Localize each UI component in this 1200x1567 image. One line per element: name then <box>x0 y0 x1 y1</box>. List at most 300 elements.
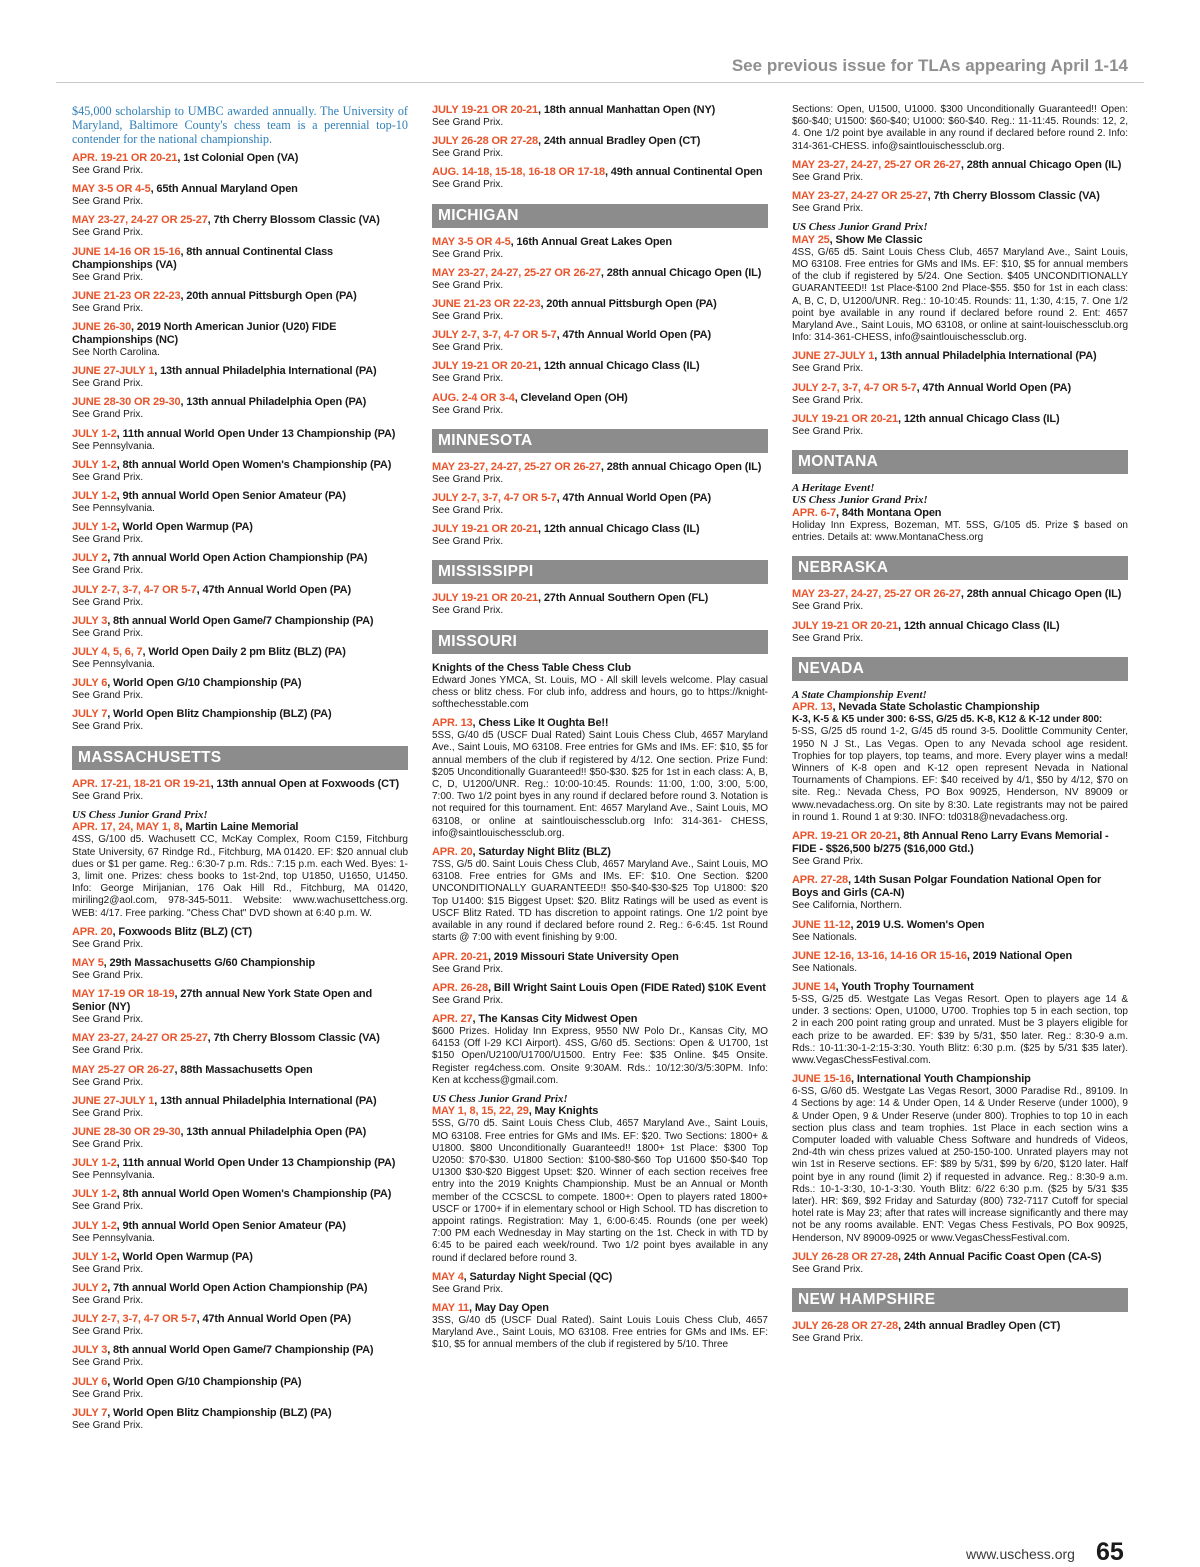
date-separator: , <box>116 521 123 534</box>
date-separator: , <box>604 166 611 179</box>
event-title: Knights of the Chess Table Chess Club <box>432 661 631 674</box>
date-separator: , <box>850 918 857 931</box>
event-title: May Day Open <box>474 1302 549 1315</box>
event-heading <box>432 846 768 859</box>
event-title: 27th annual New York State Open and Senior (NY) <box>72 988 373 1014</box>
event-title: World Open Blitz Championship (BLZ) (PA) <box>113 708 332 721</box>
event-description: See Pennsylvania. <box>72 1170 155 1182</box>
event-listing <box>72 459 408 484</box>
date-separator: , <box>463 1270 470 1283</box>
event-heading <box>72 290 408 303</box>
event-date: JUNE 27-JULY 1 <box>792 350 875 363</box>
event-date: JULY 6 <box>72 677 108 690</box>
event-heading <box>792 919 1128 932</box>
event-date: AUG. 14-18, 15-18, 16-18 OR 17-18 <box>432 166 605 179</box>
event-title: International Youth Championship <box>856 1073 1031 1086</box>
date-separator: , <box>177 152 184 164</box>
event-listing <box>72 490 408 515</box>
event-heading <box>72 1376 408 1389</box>
event-title: Show Me Classic <box>835 233 923 246</box>
event-date: JUNE 12-16, 13-16, 14-16 OR 15-16 <box>792 949 967 962</box>
date-separator: , <box>898 1319 904 1332</box>
date-separator: , <box>960 158 967 171</box>
event-description: $600 Prizes. Holiday Inn Express, 9550 NW Polo Dr., Kansas City, MO 64153 (Off I-29 KCI Airport). 4SS, G/60 d5. Sections: Open & U1700, 1st $150 Open/U2100/U1700/U1500. Entry Fee: $35 Online. $45 Onsite. Register reg4chess.com. Onsite 9:30AM. Rds.: 10/12:30/3/5:30PM. Info: Ken at kcchess@gmail.com. <box>432 1025 768 1086</box>
event-listing <box>72 246 408 284</box>
state-heading: MISSISSIPPI <box>432 560 768 584</box>
event-tagline: US Chess Junior Grand Prix! <box>72 808 208 821</box>
event-title: 13th annual Philadelphia Open (PA) <box>186 1126 367 1138</box>
event-description: See Grand Prix. <box>792 1263 864 1275</box>
event-title: World Open G/10 Championship (PA) <box>113 677 302 690</box>
event-title: 65th Annual Maryland Open <box>156 183 298 196</box>
event-heading <box>72 1313 408 1326</box>
event-description: See Grand Prix. <box>72 1014 144 1026</box>
event-title: 7th annual World Open Action Championship (PA) <box>113 1282 368 1295</box>
event-description: See North Carolina. <box>72 347 160 359</box>
date-separator: , <box>916 381 923 394</box>
event-description: See Grand Prix. <box>792 425 864 437</box>
date-separator: , <box>112 925 119 938</box>
date-separator: , <box>107 552 113 565</box>
event-listing <box>72 1251 408 1276</box>
event-listing <box>72 957 408 982</box>
event-heading <box>72 396 408 409</box>
event-heading <box>432 951 768 964</box>
event-description: See Grand Prix. <box>792 632 864 644</box>
event-heading <box>72 1220 408 1233</box>
event-description: See Grand Prix. <box>792 203 864 215</box>
event-heading <box>72 615 408 628</box>
date-separator: , <box>538 523 544 536</box>
event-description: See Grand Prix. <box>792 856 864 868</box>
event-listing <box>432 1302 768 1352</box>
date-separator: , <box>487 950 494 963</box>
event-description: 4SS, G/65 d5. Saint Louis Chess Club, 4657 Maryland Ave., Saint Louis, MO 63108. Free entries for GMs and IMs. EF: $10, $5 for annual members of the club if registered by 5/24. One Section. $405 UNCONDITIONALLY GUARANTEED!! 1st Place-$100 2nd Place-$55. $50 for 1st in each class: A, B, C, D, U1200/UNR. Reg.: 10-10:45. Rounds: 11, 1:30, 4:15, 7. One 1/2 point bye available in any round if declared before round 2. Ent: 4657 Maryland Ave., Saint Louis, MO 63108, or online at saint-louischessclub.org Info: 314-361-CHESS, info@saintlouischessclub.org. <box>792 246 1128 344</box>
event-description: See Grand Prix. <box>432 117 504 128</box>
event-title: 29th Massachusetts G/60 Championship <box>109 956 315 969</box>
state-heading: MICHIGAN <box>432 204 768 228</box>
page-number: 65 <box>1096 1538 1124 1566</box>
event-listing <box>72 778 408 803</box>
event-tagline: US Chess Junior Grand Prix! <box>792 494 928 507</box>
event-heading <box>72 1032 408 1045</box>
event-date: APR. 27-28 <box>792 874 848 887</box>
event-description: See Grand Prix. <box>432 1283 504 1295</box>
event-title: 7th annual World Open Action Championship (PA) <box>113 552 368 565</box>
date-separator: , <box>469 1302 475 1315</box>
event-date: APR. 19-21 OR 20-21 <box>72 152 178 164</box>
event-heading <box>792 159 1128 172</box>
event-listing <box>432 267 768 292</box>
event-heading <box>72 821 408 834</box>
event-heading <box>432 267 768 280</box>
date-separator: , <box>510 235 517 248</box>
event-listing <box>432 329 768 354</box>
event-listing <box>792 588 1128 613</box>
event-title: 9th annual World Open Senior Amateur (PA) <box>122 1219 346 1232</box>
event-heading <box>72 677 408 690</box>
date-separator: , <box>538 360 544 373</box>
event-tagline: US Chess Junior Grand Prix! <box>792 221 928 234</box>
event-date: JULY 1-2 <box>72 427 117 440</box>
date-separator: , <box>600 460 607 473</box>
event-description: See Grand Prix. <box>432 311 504 323</box>
event-heading <box>432 1013 768 1026</box>
event-date: JULY 2-7, 3-7, 4-7 OR 5-7 <box>72 583 197 596</box>
event-listing <box>72 584 408 609</box>
date-separator: , <box>180 1126 187 1138</box>
event-heading <box>72 321 408 347</box>
date-separator: , <box>196 583 203 596</box>
date-separator: , <box>116 490 123 503</box>
event-heading <box>72 152 408 165</box>
event-listing <box>72 183 408 208</box>
event-description: See Nationals. <box>792 962 858 974</box>
event-heading <box>792 874 1128 900</box>
event-listing <box>432 392 768 417</box>
event-description: See Pennsylvania. <box>72 659 155 671</box>
date-separator: , <box>116 458 123 471</box>
event-description: See Grand Prix. <box>432 505 504 517</box>
event-title: Martin Laine Memorial <box>185 821 299 834</box>
event-heading <box>432 329 768 342</box>
event-listing <box>432 360 768 385</box>
event-date: JULY 19-21 OR 20-21 <box>792 619 898 632</box>
date-separator: , <box>514 391 521 404</box>
event-description: See Grand Prix. <box>432 248 504 260</box>
event-date: APR. 13 <box>792 701 833 714</box>
event-title: 2019 North American Junior (U20) FIDE Championships (NC) <box>72 321 337 347</box>
event-title: 7th Cherry Blossom Classic (VA) <box>213 214 380 227</box>
event-listing <box>432 461 768 486</box>
event-date: JULY 7 <box>72 1406 108 1419</box>
event-date: AUG. 2-4 OR 3-4 <box>432 391 515 404</box>
date-separator: , <box>556 492 563 505</box>
event-title: 8th annual World Open Women's Championship (PA) <box>122 1188 392 1201</box>
event-listing <box>432 298 768 323</box>
event-title: 1st Colonial Open (VA) <box>183 152 299 164</box>
event-title: 24th annual Bradley Open (CT) <box>543 135 701 148</box>
event-listing <box>792 234 1128 345</box>
event-title: Youth Trophy Tournament <box>841 980 974 993</box>
event-heading <box>432 662 768 675</box>
event-description: 6-SS, G/60 d5. Westgate Las Vegas Resort, 3000 Paradise Rd., 89109. In 4 Sections by age: 14 & Under Open, 14 & Under Reserve (under 1000), 9 & Under Open, 9 & Under Reserve (under 800). Trophies to top 10 in each section plus class and team trophies. 1st Place in each section wins a Computer loaded with valuable Chess Software and hundreds of Videos, 2nd-4th win chess prizes valued at 250-150-100. Unrated players may not win 1st in Reserve sections. EF: $89 by 5/31, $99 by 6/20, $120 later. Half point bye in any round (limit 2) if requested in advance. Reg.: 8:30-9 a.m. Rds.: 10-1-3:30, 10-1-3:30. Youth Blitz: 6/22 6:30 p.m. ($25 by 5/31 $35 later). HR: $69, $92 Friday and Saturday (800) 732-7117 Cutoff for special hotel rate is May 23; after that rates will increase significantly and there may not be any rooms available. ENT: Vegas Chess Festivals, PO Box 90925, Henderson, NV 89009-0925 or www.VegasChessFestival.com. <box>792 1086 1128 1244</box>
event-listing <box>72 1157 408 1182</box>
event-heading <box>792 701 1128 714</box>
event-heading <box>432 492 768 505</box>
event-listing <box>432 1013 768 1087</box>
event-subheading: K-3, K-5 & K5 under 300: 6-SS, G/25 d5. K-8, K12 & K-12 under 800: <box>792 714 1103 726</box>
event-heading <box>792 413 1128 426</box>
event-date: JULY 1-2 <box>72 521 117 534</box>
event-heading <box>432 982 768 995</box>
event-description: See Grand Prix. <box>72 790 144 802</box>
footer-url[interactable]: www.uschess.org <box>966 1546 1075 1562</box>
event-date: MAY 17-19 OR 18-19 <box>72 988 175 1001</box>
event-description: 7SS, G/5 d0. Saint Louis Chess Club, 4657 Maryland Ave., Saint Louis, MO 63108. Free entries for GMs and IMs. EF: $10. One Section. $200 UNCONDITIONALLY GUARANTEED!! $50-$40-$30-$25 Top U1800: $20 Top U1400: $15 Biggest Upset: $20. Blitz Ratings will be used as event is USCF Blitz Rated. TD has discretion to appoint ratings. One 1/2 point bye available in any round if declared before round 2. Reg.: 6-6:45. 1st Round starts @ 7:00 with event finishing by 9:00. <box>432 859 768 944</box>
event-listing <box>792 382 1128 407</box>
event-title: 28th annual Chicago Open (IL) <box>606 266 762 279</box>
date-separator: , <box>528 1105 535 1118</box>
event-description: See Grand Prix. <box>432 963 504 975</box>
event-title: 47th Annual World Open (PA) <box>922 381 1071 394</box>
event-date: JULY 6 <box>72 1375 108 1388</box>
event-heading <box>72 957 408 970</box>
event-listing <box>432 135 768 160</box>
event-description: See Grand Prix. <box>72 938 144 950</box>
event-title: Bill Wright Saint Louis Open (FIDE Rated) $10K Event <box>493 981 766 994</box>
event-title: Saturday Night Blitz (BLZ) <box>478 846 611 859</box>
event-title: 2019 U.S. Women's Open <box>856 918 985 931</box>
event-listing <box>72 396 408 421</box>
date-separator: , <box>966 949 973 962</box>
event-title: 49th annual Continental Open <box>610 166 763 179</box>
event-heading <box>432 461 768 474</box>
event-title: World Open Warmup (PA) <box>122 521 253 534</box>
event-date: JULY 1-2 <box>72 1188 117 1201</box>
state-heading: NEBRASKA <box>792 556 1128 580</box>
event-date: JULY 19-21 OR 20-21 <box>432 360 538 373</box>
event-date: MAY 3-5 OR 4-5 <box>72 183 151 196</box>
intro-text: $45,000 scholarship to UMBC awarded annually. The University of Maryland, Baltimore County's chess team is a perennial top-10 contender for the national championship. <box>72 104 408 146</box>
date-separator: , <box>538 135 544 148</box>
event-date: MAY 25-27 OR 26-27 <box>72 1063 175 1076</box>
header-rule <box>56 82 1144 83</box>
date-separator: , <box>898 1250 904 1263</box>
event-date: MAY 11 <box>432 1302 470 1315</box>
event-heading <box>432 392 768 405</box>
event-description: See Grand Prix. <box>432 404 504 416</box>
event-listing <box>432 166 768 191</box>
event-title: 8th annual World Open Game/7 Championship (PA) <box>113 1344 374 1357</box>
event-title: 24th Annual Pacific Coast Open (CA-S) <box>903 1250 1102 1263</box>
event-title: 20th annual Pittsburgh Open (PA) <box>546 298 717 311</box>
state-heading: NEW HAMPSHIRE <box>792 1288 1128 1312</box>
event-title: 2019 Missouri State University Open <box>493 950 679 963</box>
event-heading <box>72 646 408 659</box>
event-heading <box>432 166 768 179</box>
event-date: MAY 23-27, 24-27 OR 25-27 <box>72 1032 208 1045</box>
event-description: See Grand Prix. <box>72 627 144 639</box>
event-listing <box>432 236 768 261</box>
event-title: Nevada State Scholastic Championship <box>838 701 1040 714</box>
date-separator: , <box>107 614 113 627</box>
event-title: 2019 National Open <box>972 949 1073 962</box>
event-listing <box>72 926 408 951</box>
event-heading <box>432 1105 768 1118</box>
event-title: 47th Annual World Open (PA) <box>562 492 711 505</box>
date-separator: , <box>832 701 839 714</box>
event-listing <box>792 413 1128 438</box>
event-description: See Pennsylvania. <box>72 503 155 515</box>
state-heading: NEVADA <box>792 657 1128 681</box>
event-date: APR. 17-21, 18-21 OR 19-21 <box>72 777 211 790</box>
date-separator: , <box>116 1188 123 1201</box>
event-listing <box>792 830 1128 868</box>
event-title: 9th annual World Open Senior Amateur (PA) <box>122 490 346 503</box>
event-listing <box>792 1073 1128 1245</box>
event-date: MAY 23-27, 24-27 OR 25-27 <box>72 214 208 227</box>
event-description: See Grand Prix. <box>72 1326 144 1338</box>
event-heading <box>72 778 408 791</box>
event-date: APR. 17, 24, MAY 1, 8 <box>72 821 180 834</box>
event-title: 12th annual Chicago Class (IL) <box>903 619 1060 632</box>
event-heading <box>792 620 1128 633</box>
event-listing <box>432 846 768 944</box>
event-title: 8th annual World Open Women's Championship (PA) <box>122 458 392 471</box>
event-listing <box>72 365 408 390</box>
event-heading <box>432 592 768 605</box>
date-separator: , <box>847 874 854 887</box>
event-heading <box>432 135 768 148</box>
column-3 <box>792 104 1128 1351</box>
event-heading <box>72 988 408 1014</box>
event-listing <box>432 592 768 617</box>
event-description: See Grand Prix. <box>432 179 504 191</box>
date-separator: , <box>180 245 187 258</box>
event-description: See Grand Prix. <box>72 1076 144 1088</box>
date-separator: , <box>207 214 214 227</box>
event-listing <box>72 1188 408 1213</box>
event-listing <box>72 1126 408 1151</box>
event-title: World Open Blitz Championship (BLZ) (PA) <box>113 1406 332 1419</box>
event-title: 28th annual Chicago Open (IL) <box>606 460 762 473</box>
event-description: See Grand Prix. <box>72 378 144 390</box>
event-heading <box>72 1344 408 1357</box>
event-description: See Grand Prix. <box>792 1332 864 1344</box>
date-separator: , <box>107 1375 113 1388</box>
event-title: Foxwoods Blitz (BLZ) (CT) <box>118 925 253 938</box>
date-separator: , <box>107 1406 113 1419</box>
event-title: 28th annual Chicago Open (IL) <box>966 588 1122 601</box>
event-heading <box>792 350 1128 363</box>
event-heading <box>72 1064 408 1077</box>
event-title: 13th annual Philadelphia International (PA) <box>160 365 377 378</box>
event-description: See Grand Prix. <box>72 1107 144 1119</box>
event-description: See Grand Prix. <box>72 471 144 483</box>
event-title: 84th Montana Open <box>841 506 942 519</box>
event-description: See Grand Prix. <box>72 1388 144 1400</box>
event-title: 47th Annual World Open (PA) <box>202 583 351 596</box>
event-date: JULY 4, 5, 6, 7 <box>72 646 143 659</box>
event-listing <box>72 1407 408 1432</box>
event-date: JUNE 26-30 <box>72 321 132 334</box>
event-listing <box>72 1313 408 1338</box>
event-heading <box>72 428 408 441</box>
date-separator: , <box>179 821 186 834</box>
event-date: JULY 19-21 OR 20-21 <box>432 104 538 116</box>
event-date: JUNE 21-23 OR 22-23 <box>72 289 181 302</box>
event-heading <box>432 1271 768 1284</box>
event-description: See Grand Prix. <box>432 279 504 291</box>
event-title: World Open G/10 Championship (PA) <box>113 1375 302 1388</box>
event-description: See Grand Prix. <box>72 1295 144 1307</box>
date-separator: , <box>180 289 187 302</box>
event-heading <box>792 507 1128 520</box>
event-date: JULY 1-2 <box>72 490 117 503</box>
event-date: JULY 19-21 OR 20-21 <box>792 412 898 425</box>
state-heading: MASSACHUSETTS <box>72 746 408 770</box>
event-date: MAY 1, 8, 15, 22, 29 <box>432 1105 529 1118</box>
event-listing <box>432 951 768 976</box>
event-date: JUNE 15-16 <box>792 1073 852 1086</box>
event-date: APR. 13 <box>432 717 473 730</box>
event-heading <box>792 830 1128 856</box>
event-title: 13th annual Philadelphia International (PA) <box>880 350 1097 363</box>
event-listing <box>72 428 408 453</box>
event-date: MAY 23-27, 24-27, 25-27 OR 26-27 <box>792 588 961 601</box>
event-heading <box>432 717 768 730</box>
event-title: 7th Cherry Blossom Classic (VA) <box>213 1032 380 1045</box>
event-description: See Pennsylvania. <box>72 440 155 452</box>
event-listing <box>72 1032 408 1057</box>
event-heading <box>792 382 1128 395</box>
event-listing <box>432 492 768 517</box>
event-listing <box>72 214 408 239</box>
event-listing <box>792 1251 1128 1276</box>
event-title: 88th Massachusetts Open <box>180 1063 313 1076</box>
event-date: JULY 2 <box>72 1282 108 1295</box>
event-date: JUNE 14-16 OR 15-16 <box>72 245 181 258</box>
event-listing <box>432 523 768 548</box>
event-listing <box>72 615 408 640</box>
event-title: The Kansas City Midwest Open <box>478 1012 638 1025</box>
event-date: MAY 23-27, 24-27, 25-27 OR 26-27 <box>432 266 601 279</box>
event-date: JULY 26-28 OR 27-28 <box>432 135 538 148</box>
event-listing <box>792 874 1128 912</box>
event-description: See Grand Prix. <box>72 690 144 702</box>
event-tagline: A State Championship Event! <box>792 688 927 701</box>
date-separator: , <box>107 1344 113 1357</box>
state-heading: MONTANA <box>792 450 1128 474</box>
event-description: See Grand Prix. <box>72 1419 144 1431</box>
date-separator: , <box>472 846 479 859</box>
event-description: 4SS, G/100 d5. Wachusett CC, McKay Complex, Room C159, Fitchburg State University, 67 Rindge Rd., Fitchburg, MA 01420. EF: $20 annual club dues or $1 per game. Reg.: 6:30-7 p.m. Rds.: 7:15 p.m. each Wed. Byes: 1-3, limit one. Prizes: chess books to 1st-2nd, top U1850, U1650, U1450. Info: George Mirijanian, 176 Oak Hill Rd., Fitchburg, MA 01420, miriling2@aol.com, 978-345-5011. Website: www.wachusettchess.org. WEB: 4/17. Free parking. "Chess Chat" DVD shown at 6:40 p.m. W. <box>72 834 408 919</box>
event-date: JUNE 21-23 OR 22-23 <box>432 298 541 311</box>
date-separator: , <box>538 104 544 116</box>
event-date: JUNE 14 <box>792 980 836 993</box>
event-description: 5-SS, G/25 d5 round 1-2, G/45 d5 round 3-5. Doolittle Community Center, 1950 N J St., Las Vegas. Open to any Nevada school age resident. Trophies for top players, top teams, and more. Every player wins a medal! Winners of K-8 open and K-12 open represent Nevada in National Tournaments of Champions. EF: $40 received by 4/1, $50 by 4/12, $70 on site. Reg.: Nevada Chess, PO Box 90925, Henderson, NV 89009 or www.nevadachess.org. On site by 8:30. Late registrants may not be paired in round 1. Round 1 at 9:30. INFO: td0318@nevadachess.org. <box>792 726 1128 823</box>
event-heading <box>72 926 408 939</box>
event-title: World Open Daily 2 pm Blitz (BLZ) (PA) <box>148 646 346 659</box>
date-separator: , <box>487 981 494 994</box>
event-description: See Grand Prix. <box>792 171 864 183</box>
event-date: JUNE 27-JULY 1 <box>72 1094 155 1107</box>
event-date: JULY 2-7, 3-7, 4-7 OR 5-7 <box>432 329 557 342</box>
date-separator: , <box>174 1063 181 1076</box>
event-date: APR. 20-21 <box>432 950 488 963</box>
event-listing <box>792 919 1128 944</box>
state-heading: MINNESOTA <box>432 429 768 453</box>
event-listing <box>72 1064 408 1089</box>
date-separator: , <box>540 298 547 311</box>
date-separator: , <box>472 717 479 730</box>
date-separator: , <box>927 190 934 203</box>
event-title: Saturday Night Special (QC) <box>469 1270 613 1283</box>
event-date: JULY 19-21 OR 20-21 <box>432 523 538 536</box>
date-separator: , <box>107 677 113 690</box>
date-separator: , <box>835 980 842 993</box>
event-description: See Grand Prix. <box>72 409 144 421</box>
event-listing <box>72 1282 408 1307</box>
event-listing <box>792 350 1128 375</box>
event-description: See Grand Prix. <box>72 721 144 733</box>
date-separator: , <box>472 1012 479 1025</box>
event-date: JULY 26-28 OR 27-28 <box>792 1319 898 1332</box>
event-date: APR. 6-7 <box>792 506 837 519</box>
event-title: 47th Annual World Open (PA) <box>562 329 711 342</box>
event-date: MAY 4 <box>432 1270 464 1283</box>
